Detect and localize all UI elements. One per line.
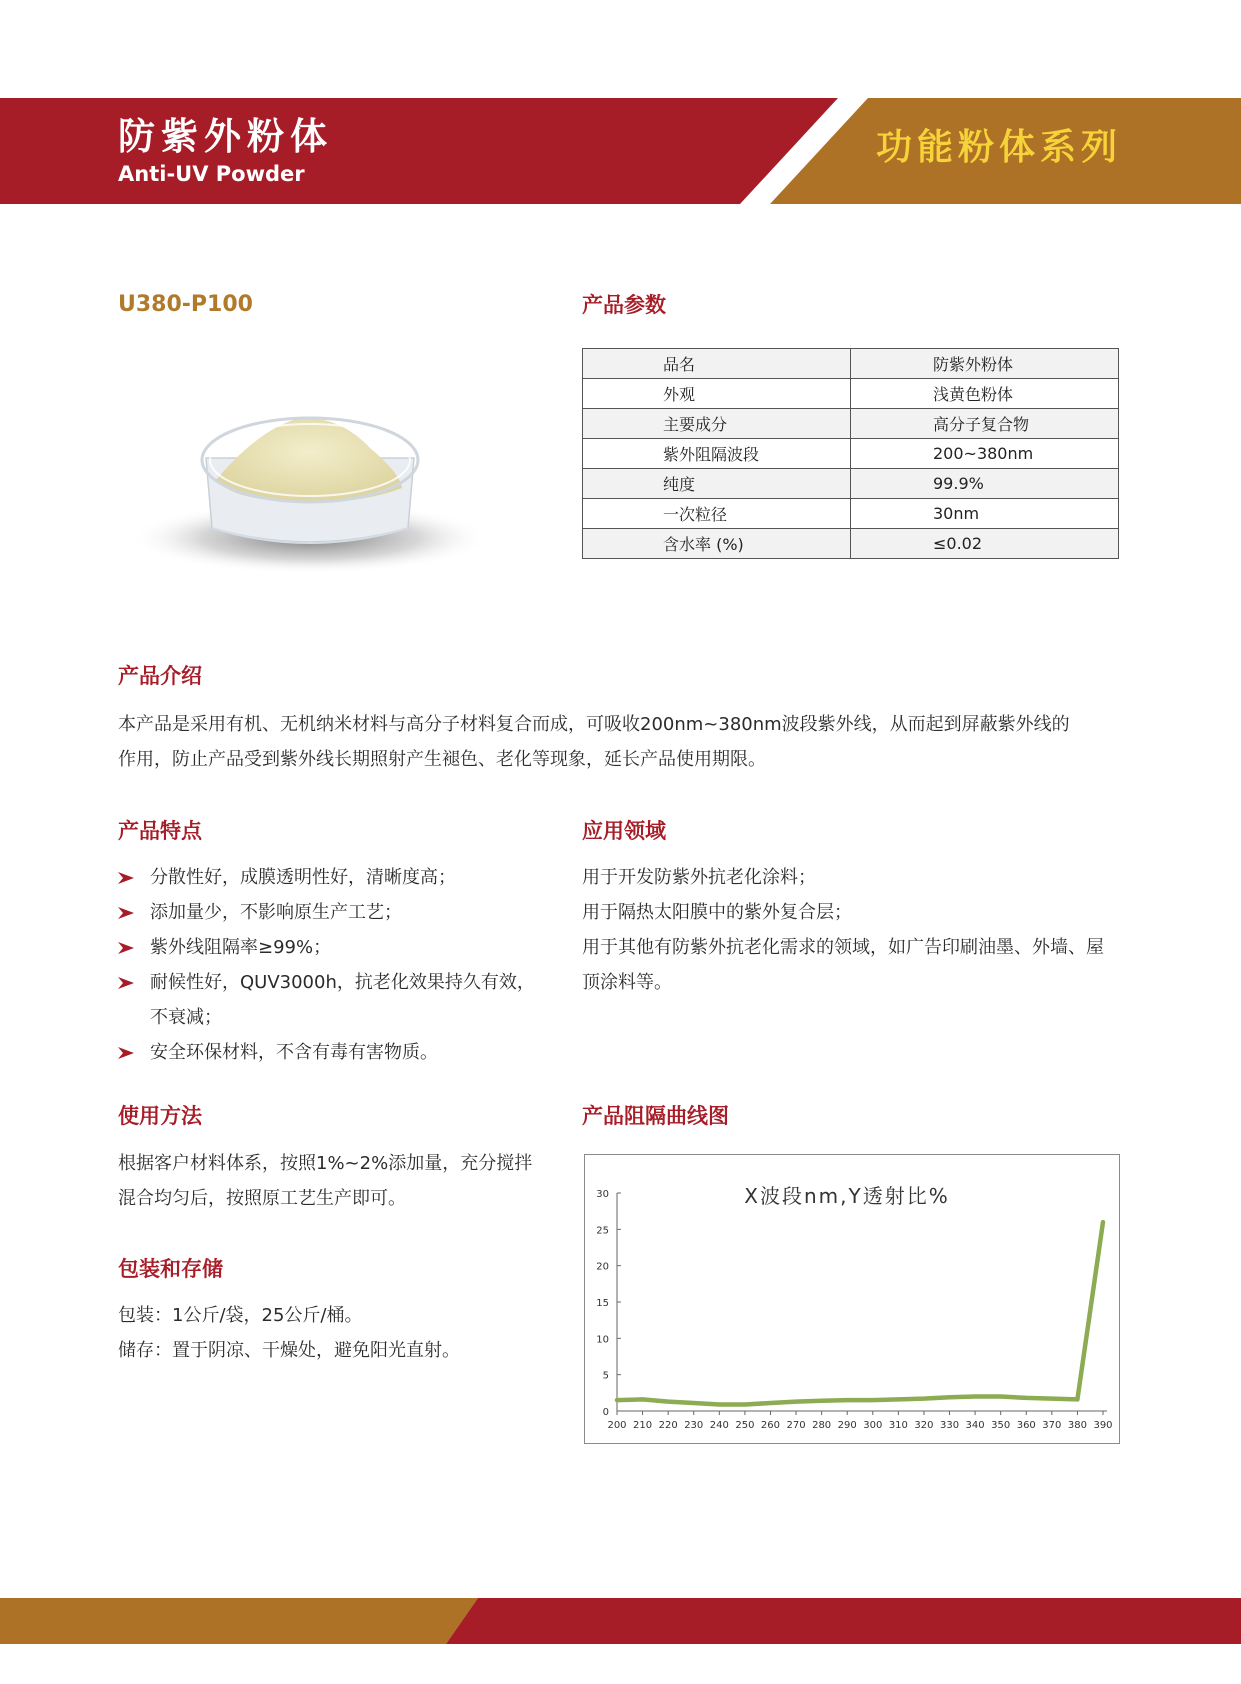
y-tick-label: 15 bbox=[596, 1298, 609, 1309]
model-number: U380-P100 bbox=[118, 292, 253, 317]
series-label: 功能粉体系列 bbox=[876, 127, 1123, 168]
params-table bbox=[582, 348, 1119, 559]
table-row: 含水率 (%) ≤0.02 bbox=[583, 529, 1119, 559]
applications-line-4: 顶涂料等。 bbox=[582, 972, 672, 993]
x-tick-label: 300 bbox=[863, 1420, 883, 1431]
data-point bbox=[923, 1398, 925, 1400]
packaging-line-2: 储存：置于阴凉、干燥处，避免阳光直射。 bbox=[118, 1340, 460, 1361]
chart-title: X波段nm,Y透射比% bbox=[744, 1184, 950, 1208]
data-point bbox=[949, 1396, 951, 1398]
x-tick-label: 310 bbox=[888, 1420, 908, 1431]
x-tick-label: 370 bbox=[1042, 1420, 1062, 1431]
data-point bbox=[1051, 1398, 1053, 1400]
x-tick-label: 320 bbox=[914, 1420, 934, 1431]
transmittance-chart bbox=[585, 1155, 1119, 1443]
y-tick-label: 10 bbox=[596, 1334, 609, 1346]
data-point bbox=[719, 1404, 721, 1406]
list-item: 添加量少，不影响原生产工艺； bbox=[118, 895, 548, 930]
data-point bbox=[1077, 1399, 1079, 1401]
x-tick-label: 340 bbox=[965, 1420, 985, 1431]
x-tick-label: 330 bbox=[939, 1420, 960, 1431]
y-tick-label: 25 bbox=[596, 1225, 609, 1237]
x-tick-label: 240 bbox=[709, 1420, 729, 1431]
chart-frame bbox=[584, 1154, 1120, 1444]
applications-line-1: 用于开发防紫外抗老化涂料； bbox=[582, 867, 816, 888]
packaging-line-1: 包装：1公斤/袋，25公斤/桶。 bbox=[118, 1305, 363, 1326]
data-point bbox=[872, 1399, 874, 1401]
data-point bbox=[846, 1399, 848, 1401]
arrow-bullet-icon bbox=[118, 872, 134, 884]
table-row: 一次粒径 30nm bbox=[583, 499, 1119, 529]
x-tick-label: 210 bbox=[633, 1420, 653, 1431]
intro-line-2: 作用，防止产品受到紫外线长期照射产生褪色、老化等现象，延长产品使用期限。 bbox=[118, 749, 766, 770]
data-point bbox=[1000, 1396, 1002, 1398]
table-row: 纯度 99.9% bbox=[583, 469, 1119, 499]
x-tick-label: 290 bbox=[837, 1420, 857, 1431]
x-tick-label: 250 bbox=[735, 1420, 755, 1431]
table-row: 品名 防紫外粉体 bbox=[583, 349, 1119, 379]
list-item: 耐候性好，QUV3000h，抗老化效果持久有效， 不衰减； bbox=[118, 965, 548, 1035]
y-tick-label: 5 bbox=[602, 1370, 609, 1382]
data-point bbox=[1025, 1397, 1027, 1399]
table-row: 紫外阻隔波段 200~380nm bbox=[583, 439, 1119, 469]
x-tick-label: 360 bbox=[1016, 1420, 1036, 1431]
arrow-bullet-icon bbox=[118, 1047, 134, 1059]
features-list bbox=[118, 860, 548, 1070]
list-item: 分散性好，成膜透明性好，清晰度高； bbox=[118, 860, 548, 895]
applications-line-2: 用于隔热太阳膜中的紫外复合层； bbox=[582, 902, 852, 923]
x-tick-label: 280 bbox=[812, 1420, 832, 1431]
data-point bbox=[642, 1399, 644, 1401]
applications-heading: 应用领域 bbox=[582, 819, 666, 843]
y-tick-label: 30 bbox=[596, 1189, 609, 1200]
data-point bbox=[667, 1401, 669, 1403]
powder-in-glass-dish-icon bbox=[120, 388, 490, 588]
data-point bbox=[770, 1402, 772, 1404]
data-point bbox=[821, 1400, 823, 1402]
x-tick-label: 390 bbox=[1093, 1420, 1113, 1431]
usage-line-1: 根据客户材料体系，按照1%~2%添加量，充分搅拌 bbox=[118, 1153, 533, 1174]
table-row: 主要成分 高分子复合物 bbox=[583, 409, 1119, 439]
x-tick-label: 380 bbox=[1067, 1420, 1087, 1431]
x-tick-label: 200 bbox=[607, 1420, 627, 1431]
table-row: 外观 浅黄色粉体 bbox=[583, 379, 1119, 409]
data-point bbox=[616, 1399, 618, 1401]
data-point bbox=[795, 1401, 797, 1403]
intro-heading: 产品介绍 bbox=[118, 664, 202, 688]
list-item: 紫外线阻隔率≥99%； bbox=[118, 930, 548, 965]
applications-line-3: 用于其他有防紫外抗老化需求的领域，如广告印刷油墨、外墙、屋 bbox=[582, 937, 1104, 958]
data-point bbox=[974, 1396, 976, 1398]
series-line bbox=[617, 1222, 1103, 1404]
x-tick-label: 220 bbox=[658, 1420, 678, 1431]
x-tick-label: 350 bbox=[991, 1420, 1011, 1431]
usage-heading: 使用方法 bbox=[118, 1104, 202, 1128]
intro-line-1: 本产品是采用有机、无机纳米材料与高分子材料复合而成，可吸收200nm~380nm波段紫外线，从而起到屏蔽紫外线的 bbox=[118, 714, 1070, 735]
y-tick-label: 20 bbox=[596, 1261, 609, 1273]
data-point bbox=[898, 1399, 900, 1401]
x-tick-label: 230 bbox=[684, 1420, 704, 1431]
usage-line-2: 混合均匀后，按照原工艺生产即可。 bbox=[118, 1188, 406, 1209]
page-subtitle: Anti-UV Powder bbox=[118, 162, 305, 186]
params-heading: 产品参数 bbox=[582, 293, 666, 317]
page-title: 防紫外粉体 bbox=[118, 115, 333, 158]
curve-heading: 产品阻隔曲线图 bbox=[582, 1104, 729, 1128]
list-item: 安全环保材料，不含有毒有害物质。 bbox=[118, 1035, 548, 1070]
data-point bbox=[693, 1402, 695, 1404]
arrow-bullet-icon bbox=[118, 977, 134, 989]
features-heading: 产品特点 bbox=[118, 819, 202, 843]
packaging-heading: 包装和存储 bbox=[118, 1257, 223, 1281]
footer-banner bbox=[0, 1598, 1241, 1644]
y-tick-label: 0 bbox=[602, 1407, 609, 1418]
x-tick-label: 260 bbox=[760, 1420, 781, 1431]
x-tick-label: 270 bbox=[786, 1420, 806, 1431]
data-point bbox=[744, 1404, 746, 1406]
data-point bbox=[1102, 1221, 1104, 1223]
arrow-bullet-icon bbox=[118, 907, 134, 919]
arrow-bullet-icon bbox=[118, 942, 134, 954]
